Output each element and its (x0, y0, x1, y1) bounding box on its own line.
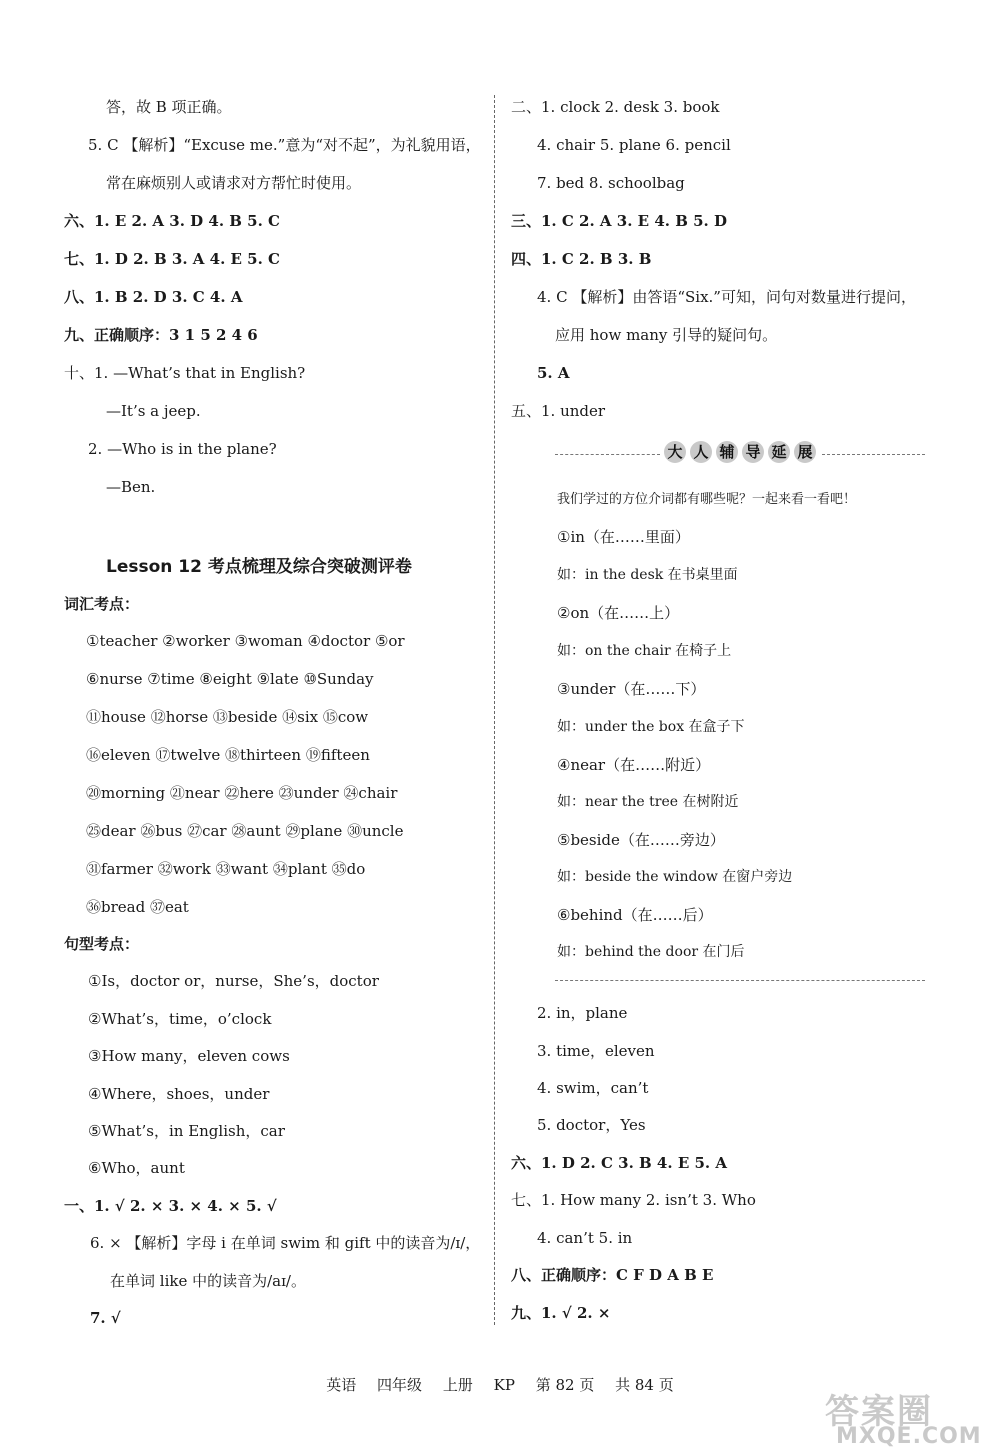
answer-line: 九、1. √ 2. × (511, 1304, 611, 1322)
answer-line: 十、1. —What’s that in English? (64, 364, 306, 382)
banner-char: 延 (768, 441, 790, 463)
answer-line: 七、1. D 2. B 3. A 4. E 5. C (64, 250, 280, 268)
answer-line: 6. × 【解析】字母 i 在单词 swim 和 gift 中的读音为/ɪ/， (90, 1234, 481, 1252)
box-line: ①in（在……里面） (557, 528, 690, 546)
answer-line: 4. swim，can’t (537, 1079, 649, 1097)
banner-char: 展 (794, 441, 816, 463)
sentence-row: ③How many，eleven cows (88, 1047, 290, 1065)
sentence-heading: 句型考点： (64, 935, 140, 953)
box-line: ⑤beside（在……旁边） (557, 831, 725, 849)
sentence-row: ⑥Who，aunt (88, 1159, 185, 1177)
extension-banner (664, 441, 816, 467)
answer-line: 5. C 【解析】“Excuse me.”意为“对不起”，为礼貌用语， (88, 136, 481, 154)
box-line: 如：under the box 在盒子下 (557, 719, 745, 735)
box-line: 如：in the desk 在书桌里面 (557, 567, 738, 583)
box-line: 如：beside the window 在窗户旁边 (557, 869, 793, 885)
banner-char: 大 (664, 441, 686, 463)
watermark (820, 1390, 990, 1450)
box-top-rule (822, 454, 925, 455)
answer-line: 三、1. C 2. A 3. E 4. B 5. D (511, 212, 727, 230)
sentence-row: ⑤What’s，in English，car (88, 1122, 285, 1140)
answer-line: 2. in，plane (537, 1004, 628, 1022)
box-top-rule (555, 454, 660, 455)
answer-line: 九、正确顺序：3 1 5 2 4 6 (64, 326, 258, 344)
banner-char: 人 (690, 441, 712, 463)
answer-line: 六、1. E 2. A 3. D 4. B 5. C (64, 212, 280, 230)
vocab-row: ①teacher ②worker ③woman ④doctor ⑤or (86, 632, 405, 650)
answer-line: 八、1. B 2. D 3. C 4. A (64, 288, 243, 306)
box-line: ②on（在……上） (557, 604, 680, 622)
vocab-row: ㊱bread ㊲eat (86, 898, 189, 916)
answer-line: 4. can’t 5. in (537, 1229, 633, 1247)
lesson-title: Lesson 12 考点梳理及综合突破测评卷 (106, 557, 412, 577)
answer-line: —It’s a jeep. (106, 402, 201, 420)
banner-char: 导 (742, 441, 764, 463)
answer-line: 常在麻烦别人或请求对方帮忙时使用。 (106, 174, 362, 192)
footer-volume: 上册 (442, 1376, 473, 1394)
answer-line: 3. time，eleven (537, 1042, 655, 1060)
sentence-row: ④Where，shoes，under (88, 1085, 270, 1103)
vocab-row: ㉕dear ㉖bus ㉗car ㉘aunt ㉙plane ㉚uncle (86, 822, 404, 840)
answer-line: 7. bed 8. schoolbag (537, 174, 685, 192)
box-line: 如：behind the door 在门后 (557, 944, 745, 960)
answer-line: 四、1. C 2. B 3. B (511, 250, 652, 268)
sentence-row: ②What’s，time，o’clock (88, 1010, 272, 1028)
footer-edition: KP (493, 1376, 515, 1394)
box-line: ⑥behind（在……后） (557, 906, 713, 924)
banner-char: 辅 (716, 441, 738, 463)
answer-line: 五、1. under (511, 402, 606, 420)
footer-page: 第 82 页 (535, 1376, 595, 1394)
column-divider (494, 95, 495, 1325)
vocab-row: ⑥nurse ⑦time ⑧eight ⑨late ⑩Sunday (86, 670, 374, 688)
answer-line: 应用 how many 引导的疑问句。 (555, 326, 778, 344)
answer-line: 二、1. clock 2. desk 3. book (511, 98, 720, 116)
answer-line: 4. chair 5. plane 6. pencil (537, 136, 731, 154)
answer-line: 在单词 like 中的读音为/aɪ/。 (110, 1272, 306, 1290)
box-bottom-rule (555, 980, 925, 981)
footer-total: 共 84 页 (615, 1376, 674, 1394)
answer-line: 一、1. √ 2. × 3. × 4. × 5. √ (64, 1197, 277, 1215)
answer-line: 5. A (537, 364, 570, 382)
answer-line: 答，故 B 项正确。 (106, 98, 232, 116)
vocab-heading: 词汇考点： (64, 595, 140, 613)
vocab-row: ⑪house ⑫horse ⑬beside ⑭six ⑮cow (86, 708, 369, 726)
answer-line: 4. C 【解析】由答语“Six.”可知，问句对数量进行提问， (537, 288, 916, 306)
vocab-row: ⑯eleven ⑰twelve ⑱thirteen ⑲fifteen (86, 746, 370, 764)
box-line: 如：near the tree 在树附近 (557, 794, 739, 810)
watermark-logo-text: 答案圈 (825, 1392, 933, 1432)
answer-line: —Ben. (106, 478, 156, 496)
watermark-url: MXQE.COM (836, 1424, 982, 1449)
answer-line: 六、1. D 2. C 3. B 4. E 5. A (511, 1154, 727, 1172)
sentence-row: ①Is，doctor or，nurse，She’s，doctor (88, 972, 379, 990)
box-line: 如：on the chair 在椅子上 (557, 643, 732, 659)
answer-line: 八、正确顺序：C F D A B E (511, 1266, 714, 1284)
answer-line: 5. doctor，Yes (537, 1116, 646, 1134)
answer-line: 七、1. How many 2. isn’t 3. Who (511, 1191, 756, 1209)
footer-grade: 四年级 (377, 1376, 423, 1394)
box-line: ③under（在……下） (557, 680, 706, 698)
footer-subject: 英语 (326, 1376, 357, 1394)
answer-line: 7. √ (90, 1309, 121, 1327)
box-line: ④near（在……附近） (557, 756, 711, 774)
vocab-row: ㉛farmer ㉜work ㉝want ㉞plant ㉟do (86, 860, 366, 878)
box-intro: 我们学过的方位介词都有哪些呢？一起来看一看吧！ (557, 491, 857, 506)
vocab-row: ⑳morning ㉑near ㉒here ㉓under ㉔chair (86, 784, 398, 802)
answer-line: 2. —Who is in the plane? (88, 440, 277, 458)
